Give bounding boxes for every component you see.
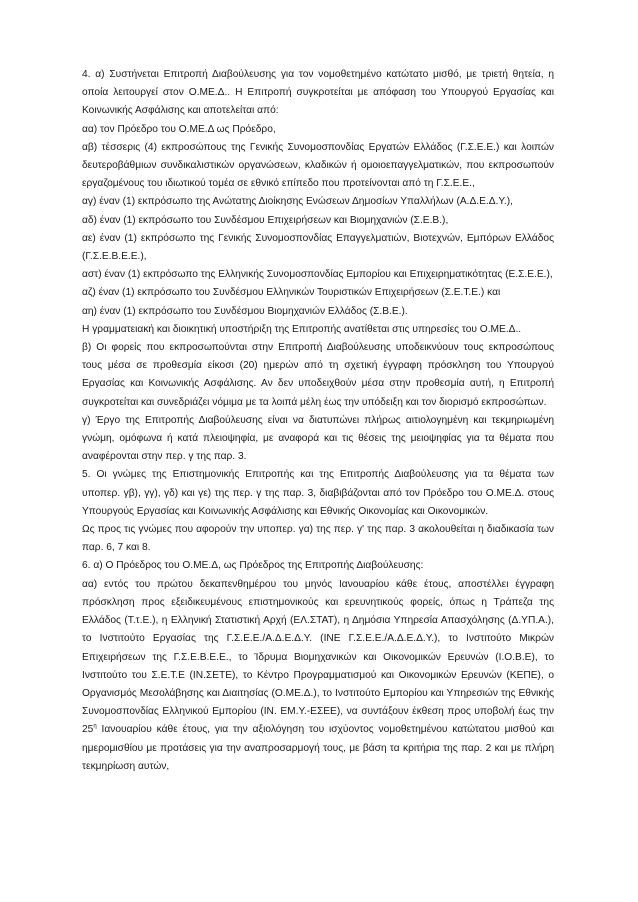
paragraph-4b: β) Οι φορείς που εκπροσωπούνται στην Επιτροπή Διαβούλευσης υποδεικνύουν τους εκπροσώπους τους μέσα σε προθεσμία είκοσι (20) ημερών από τη σχετική έγγραφη πρόσκληση του Υπουργού Εργασίας και Κοινωνικής Ασφάλισης. Αν δεν υποδειχθούν μέσα στην προθεσμία αυτή, η Επιτροπή συγκροτείται και συνεδριάζει νόμιμα με τα λοιπά μέλη έως την υπόδειξη και τον διορισμό εκπροσώπων.	[82, 342, 554, 408]
ordinal-superscript: η	[93, 723, 97, 730]
document-body	[82, 66, 554, 776]
item-6-aa	[82, 576, 554, 776]
item-ag: αγ) έναν (1) εκπρόσωπο της Ανώτατης Διοίκησης Ενώσεων Δημοσίων Υπαλλήλων (Α.Δ.Ε.Δ.Υ.),	[82, 196, 513, 208]
item-aa: αα) τον Πρόεδρο του Ο.ΜΕ.Δ ως Πρόεδρο,	[82, 123, 276, 135]
paragraph-4c: γ) Έργο της Επιτροπής Διαβούλευσης είναι να διατυπώνει πλήρως αιτιολογημένη και τεκμηριωμένη γνώμη, ομόφωνα ή κατά πλειοψηφία, με αναφορά και τις θέσεις της μειοψηφίας για τα θέματα που αναφέρονται στην περ. γ της παρ. 3.	[82, 414, 554, 463]
paragraph-secretariat: Η γραμματειακή και διοικητική υποστήριξη της Επιτροπής ανατίθεται στις υπηρεσίες του Ο.ΜΕ.Δ..	[82, 323, 522, 335]
item-ab: αβ) τέσσερις (4) εκπροσώπους της Γενικής Συνομοσπονδίας Εργατών Ελλάδος (Γ.Σ.Ε.Ε.) και λοιπών δευτεροβάθμιων συνδικαλιστικών οργανώσεων, κλαδικών ή ομοιοεπαγγελματικών, που εκπροσωπούν εργαζομένους του ιδιωτικού τομέα σε εθνικό επίπεδο που προτείνονται από τη Γ.Σ.Ε.Ε.,	[82, 141, 554, 190]
item-ad: αδ) έναν (1) εκπρόσωπο του Συνδέσμου Επιχειρήσεων και Βιομηχανιών (Σ.Ε.Β.),	[82, 214, 449, 226]
paragraph-5-procedure: Ως προς τις γνώμες που αφορούν την υποπερ. γα) της περ. γ' της παρ. 3 ακολουθείται η διαδικασία των παρ. 6, 7 και 8.	[82, 524, 554, 554]
paragraph-4a: 4. α) Συστήνεται Επιτροπή Διαβούλευσης για τον νομοθετημένο κατώτατο μισθό, με τριετή θητεία, η οποία λειτουργεί στον Ο.ΜΕ.Δ.. Η Επιτροπή συγκροτείται με απόφαση του Υπουργού Εργασίας και Κοινωνικής Ασφάλισης και αποτελείται από:	[82, 69, 554, 117]
item-ah: αη) έναν (1) εκπρόσωπο του Συνδέσμου Βιομηχανιών Ελλάδος (Σ.Β.Ε.).	[82, 305, 408, 317]
paragraph-6a: 6. α) Ο Πρόεδρος του Ο.ΜΕ.Δ, ως Πρόεδρος της Επιτροπής Διαβούλευσης:	[82, 560, 424, 572]
item-ae: αε) έναν (1) εκπρόσωπο της Γενικής Συνομοσπονδίας Επαγγελματιών, Βιοτεχνών, Εμπόρων Ελλάδος (Γ.Σ.Ε.Β.Ε.Ε.),	[82, 232, 554, 263]
paragraph-5: 5. Οι γνώμες της Επιστημονικής Επιτροπής και της Επιτροπής Διαβούλευσης για τα θέματα των υποπερ. γβ), γγ), γδ) και γε) της περ. γ της παρ. 3, διαβιβάζονται από τον Πρόεδρο του Ο.ΜΕ.Δ. στους Υπουργούς Εργασίας και Κοινωνικής Ασφάλισης και Εθνικής Οικονομίας και Οικονομικών.	[82, 469, 554, 517]
item-ast: αστ) έναν (1) εκπρόσωπο της Ελληνικής Συνομοσπονδίας Εμπορίου και Επιχειρηματικότητας (Ε.Σ.Ε.Ε.),	[82, 269, 553, 281]
item-6-aa-text-end: Ιανουαρίου κάθε έτους, για την αξιολόγηση του ισχύοντος νομοθετημένου κατώτατου μισθού και ημερομισθίου με προτάσεις για την αναπροσαρμογή τους, με βάση τα κριτήρια της παρ. 2 και με πλήρη τεκμηρίωση αυτών,	[82, 724, 554, 772]
item-6-aa-text-start: αα) εντός του πρώτου δεκαπενθημέρου του μηνός Ιανουαρίου κάθε έτους, αποστέλλει έγγραφη πρόσκληση προς εξειδικευμένους επιστημονικούς και ερευνητικούς φορείς, όπως η Τράπεζα της Ελλάδος (Τ.τ.Ε.), η Ελληνική Στατιστική Αρχή (ΕΛ.ΣΤΑΤ), η Δημόσια Υπηρεσία Απασχόλησης (Δ.ΥΠ.Α.), το Ινστιτούτο Εργασίας της Γ.Σ.Ε.Ε./Α.Δ.Ε.Δ.Υ. (ΙΝΕ Γ.Σ.Ε.Ε./Α.Δ.Ε.Δ.Υ.), το Ινστιτούτο Μικρών Επιχειρήσεων της Γ.Σ.Ε.Β.Ε.Ε., το Ίδρυμα Βιομηχανικών και Οικονομικών Ερευνών (Ι.Ο.Β.Ε), το Ινστιτούτο του Σ.Ε.Τ.Ε (ΙΝ.ΣΕΤΕ), το Κέντρο Προγραμματισμού και Οικονομικών Ερευνών (ΚΕΠΕ), ο Οργανισμός Μεσολάβησης και Διαιτησίας (Ο.ΜΕ.Δ.), το Ινστιτούτο Εμπορίου και Υπηρεσιών της Εθνικής Συνομοσπονδίας Ελληνικού Εμπορίου (ΙΝ. ΕΜ.Υ.-ΕΣΕΕ), να συντάξουν έκθεση προς υποβολή έως την 25	[82, 578, 554, 736]
item-az: αζ) έναν (1) εκπρόσωπο του Συνδέσμου Ελληνικών Τουριστικών Επιχειρήσεων (Σ.Ε.Τ.Ε.) και	[82, 287, 501, 299]
